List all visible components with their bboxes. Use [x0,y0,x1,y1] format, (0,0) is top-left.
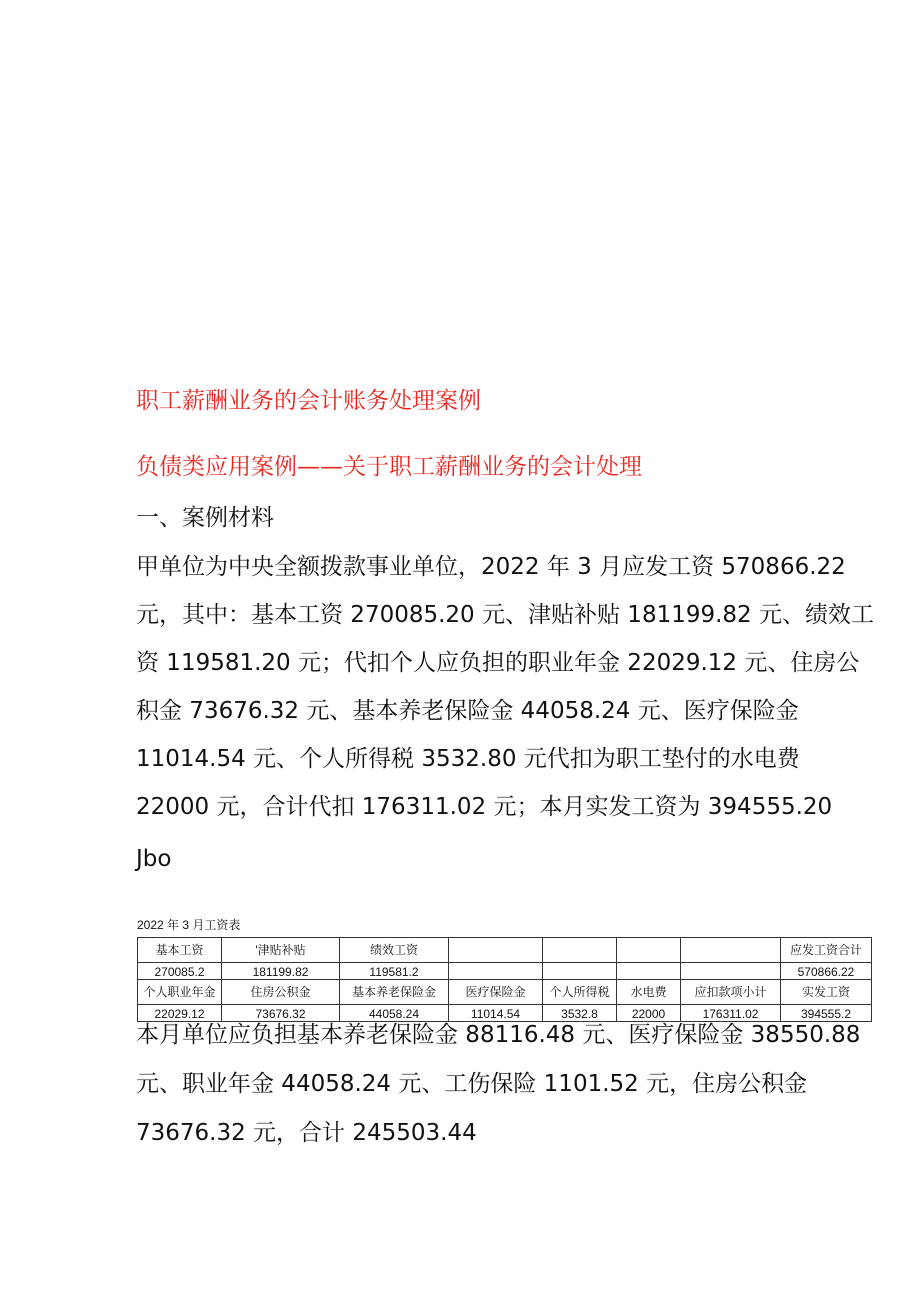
section-heading: 一、案例材料 [136,505,274,531]
table-cell [681,963,781,980]
table-header-cell: 实发工资 [781,980,872,1005]
paragraph1-line: 甲单位为中央全额拨款事业单位，2022 年 3 月应发工资 570866.22 [136,554,846,580]
paragraph1-line: 资 119581.20 元；代扣个人应负担的职业年金 22029.12 元、住房公 [136,650,860,676]
table-cell: 176311.02 [681,1005,781,1022]
table-header-cell: 个人所得税 [543,980,617,1005]
table-header-cell [449,938,543,963]
paragraph2-line: 73676.32 元，合计 245503.44 [136,1120,477,1146]
paragraph2-line: 元、职业年金 44058.24 元、工伤保险 1101.52 元，住房公积金 [136,1071,808,1097]
table-cell: 3532.8 [543,1005,617,1022]
paragraph1-line: 积金 73676.32 元、基本养老保险金 44058.24 元、医疗保险金 [136,698,799,724]
document-title: 职工薪酬业务的会计账务处理案例 [136,388,481,414]
table-cell: 270085.2 [138,963,222,980]
table-caption: 2022 年 3 月工资表 [137,918,241,932]
table-row [138,1005,872,1022]
paragraph1-line: 22000 元，合计代扣 176311.02 元；本月实发工资为 394555.20 [136,794,833,820]
table-cell: 119581.2 [340,963,449,980]
table-header-cell: 水电费 [617,980,681,1005]
table-header-cell [681,938,781,963]
table-row [138,963,872,980]
table-cell: 22000 [617,1005,681,1022]
table-header-cell: 住房公积金 [222,980,340,1005]
table-row [138,980,872,1005]
table-header-cell: 基本养老保险金 [340,980,449,1005]
table-cell: 44058.24 [340,1005,449,1022]
salary-table [137,937,872,1022]
table-cell: 11014.54 [449,1005,543,1022]
table-header-cell [617,938,681,963]
table-cell [543,963,617,980]
table-cell: 73676.32 [222,1005,340,1022]
table-cell [449,963,543,980]
table-header-cell: 基本工资 [138,938,222,963]
table-cell: 394555.2 [781,1005,872,1022]
document-subtitle: 负债类应用案例——关于职工薪酬业务的会计处理 [136,454,642,480]
paragraph1-line: Jbo [136,846,172,872]
table-header-cell: 个人职业年金 [138,980,222,1005]
paragraph1-line: 11014.54 元、个人所得税 3532.80 元代扣为职工垫付的水电费 [136,746,800,772]
table-cell: 181199.82 [222,963,340,980]
paragraph1-line: 元，其中：基本工资 270085.20 元、津贴补贴 181199.82 元、绩效工 [136,602,874,628]
table-header-cell [543,938,617,963]
table-header-cell: '津贴补贴 [222,938,340,963]
table-header-cell: 应发工资合计 [781,938,872,963]
table-header-cell: 医疗保险金 [449,980,543,1005]
table-header-cell: 绩效工资 [340,938,449,963]
paragraph2-line: 本月单位应负担基本养老保险金 88116.48 元、医疗保险金 38550.88 [136,1022,861,1048]
table-cell: 570866.22 [781,963,872,980]
table-header-cell: 应扣款项小计 [681,980,781,1005]
table-cell [617,963,681,980]
table-row [138,938,872,963]
table-cell: 22029.12 [138,1005,222,1022]
